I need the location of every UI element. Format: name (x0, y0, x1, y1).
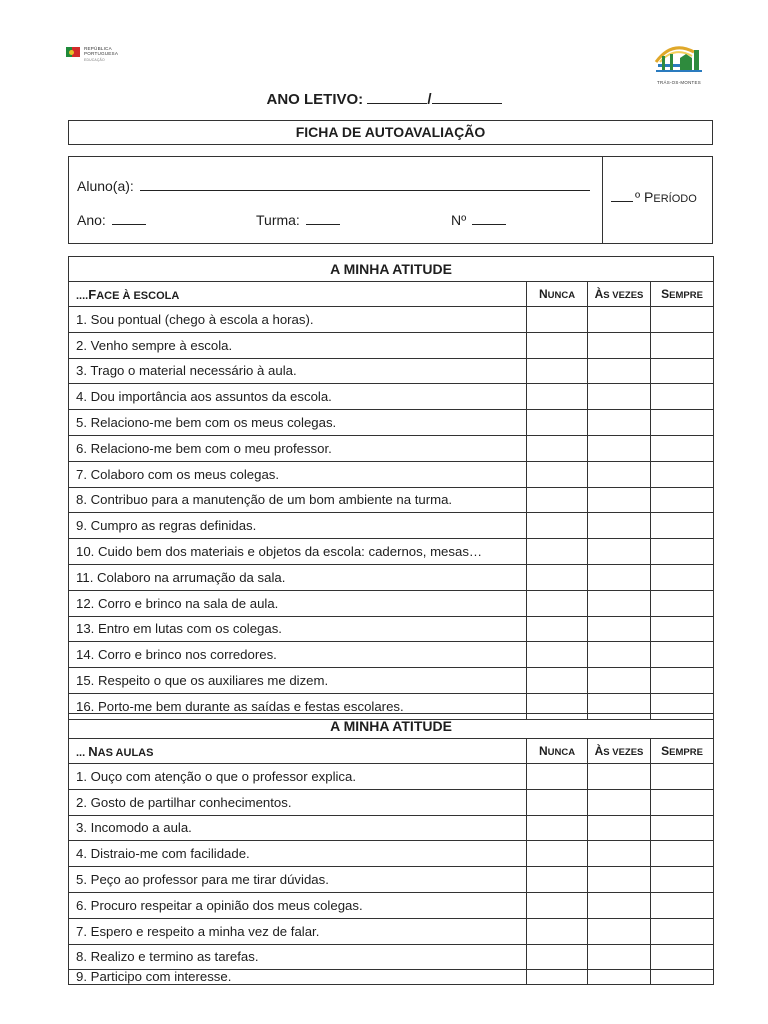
period-suffix: º (635, 189, 641, 205)
always-checkbox-cell[interactable] (651, 841, 714, 867)
table-row (69, 642, 714, 668)
student-name-field (77, 178, 590, 194)
statement-text: 4. Distraio-me com facilidade. (69, 841, 527, 867)
always-checkbox-cell[interactable] (651, 410, 714, 436)
student-name-label: Aluno(a): (77, 178, 134, 194)
always-checkbox-cell[interactable] (651, 358, 714, 384)
statement-text: 13. Entro em lutas com os colegas. (69, 616, 527, 642)
class-label: Turma: (256, 212, 300, 228)
statement-text: 9. Participo com interesse. (69, 970, 527, 985)
sometimes-checkbox-cell[interactable] (588, 435, 651, 461)
table-row (69, 564, 714, 590)
school-emblem-icon (650, 40, 708, 80)
table-row (69, 513, 714, 539)
period-field (611, 189, 697, 205)
class-blank[interactable] (306, 213, 340, 225)
sometimes-checkbox-cell[interactable] (588, 944, 651, 970)
always-checkbox-cell[interactable] (651, 564, 714, 590)
statement-text: 7. Colaboro com os meus colegas. (69, 461, 527, 487)
never-checkbox-cell[interactable] (527, 789, 588, 815)
column-always: SEMPRE (651, 282, 714, 307)
sometimes-checkbox-cell[interactable] (588, 841, 651, 867)
never-checkbox-cell[interactable] (527, 487, 588, 513)
form-title: FICHA DE AUTOAVALIAÇÃO (68, 120, 713, 145)
table-header-row (69, 739, 714, 764)
attitude-school-table (68, 256, 714, 720)
never-checkbox-cell[interactable] (527, 332, 588, 358)
never-checkbox-cell[interactable] (527, 668, 588, 694)
table-row (69, 918, 714, 944)
always-checkbox-cell[interactable] (651, 461, 714, 487)
sometimes-checkbox-cell[interactable] (588, 764, 651, 790)
number-blank[interactable] (472, 213, 506, 225)
statement-text: 5. Peço ao professor para me tirar dúvidas. (69, 867, 527, 893)
year-field (77, 212, 146, 228)
logo-text-line-2: PORTUGUESA (84, 51, 119, 56)
statement-text: 7. Espero e respeito a minha vez de falar. (69, 918, 527, 944)
logo-text-line-1: REPÚBLICA (84, 46, 112, 51)
never-checkbox-cell[interactable] (527, 616, 588, 642)
student-info-box (68, 156, 713, 244)
republica-portuguesa-logo (66, 44, 136, 64)
statement-text: 8. Contribuo para a manutenção de um bom ambiente na turma. (69, 487, 527, 513)
statement-text: 3. Incomodo a aula. (69, 815, 527, 841)
always-checkbox-cell[interactable] (651, 332, 714, 358)
sometimes-checkbox-cell[interactable] (588, 642, 651, 668)
column-never: NUNCA (527, 282, 588, 307)
always-checkbox-cell[interactable] (651, 668, 714, 694)
always-checkbox-cell[interactable] (651, 918, 714, 944)
column-always: SEMPRE (651, 739, 714, 764)
sometimes-checkbox-cell[interactable] (588, 668, 651, 694)
sometimes-checkbox-cell[interactable] (588, 867, 651, 893)
statement-text: 6. Relaciono-me bem com o meu professor. (69, 435, 527, 461)
table-row (69, 435, 714, 461)
sometimes-checkbox-cell[interactable] (588, 918, 651, 944)
student-name-blank[interactable] (140, 179, 590, 191)
never-checkbox-cell[interactable] (527, 944, 588, 970)
table-row (69, 487, 714, 513)
sometimes-checkbox-cell[interactable] (588, 616, 651, 642)
never-checkbox-cell[interactable] (527, 815, 588, 841)
always-checkbox-cell[interactable] (651, 944, 714, 970)
always-checkbox-cell[interactable] (651, 487, 714, 513)
statement-text: 15. Respeito o que os auxiliares me dizem. (69, 668, 527, 694)
school-logo-caption: TRÁS-OS-MONTES (657, 80, 701, 85)
table-row (69, 616, 714, 642)
table-title: A MINHA ATITUDE (69, 714, 714, 739)
logo-text-line-3: EDUCAÇÃO (84, 58, 105, 62)
statement-text: 1. Ouço com atenção o que o professor explica. (69, 764, 527, 790)
statement-text: 16. Porto-me bem durante as saídas e festas escolares. (69, 693, 527, 719)
school-year-start-blank[interactable] (367, 91, 427, 104)
always-checkbox-cell[interactable] (651, 970, 714, 985)
sometimes-checkbox-cell[interactable] (588, 384, 651, 410)
sometimes-checkbox-cell[interactable] (588, 358, 651, 384)
number-label: Nº (451, 212, 467, 228)
number-field (451, 212, 506, 228)
always-checkbox-cell[interactable] (651, 867, 714, 893)
table-row (69, 332, 714, 358)
period-word-first: P (644, 189, 654, 205)
column-sometimes: ÀS VEZES (588, 739, 651, 764)
statement-text: 1. Sou pontual (chego à escola a horas). (69, 307, 527, 333)
year-blank[interactable] (112, 213, 146, 225)
never-checkbox-cell[interactable] (527, 564, 588, 590)
sometimes-checkbox-cell[interactable] (588, 307, 651, 333)
statement-text: 5. Relaciono-me bem com os meus colegas. (69, 410, 527, 436)
table-title: A MINHA ATITUDE (69, 257, 714, 282)
school-logo (650, 40, 708, 88)
never-checkbox-cell[interactable] (527, 867, 588, 893)
always-checkbox-cell[interactable] (651, 892, 714, 918)
always-checkbox-cell[interactable] (651, 616, 714, 642)
sometimes-checkbox-cell[interactable] (588, 513, 651, 539)
statement-text: 10. Cuido bem dos materiais e objetos da escola: cadernos, mesas… (69, 539, 527, 565)
never-checkbox-cell[interactable] (527, 918, 588, 944)
table-row (69, 461, 714, 487)
sometimes-checkbox-cell[interactable] (588, 815, 651, 841)
never-checkbox-cell[interactable] (527, 384, 588, 410)
never-checkbox-cell[interactable] (527, 410, 588, 436)
info-divider (602, 157, 603, 243)
statement-text: 6. Procuro respeitar a opinião dos meus colegas. (69, 892, 527, 918)
table-row (69, 892, 714, 918)
sometimes-checkbox-cell[interactable] (588, 461, 651, 487)
always-checkbox-cell[interactable] (651, 789, 714, 815)
never-checkbox-cell[interactable] (527, 642, 588, 668)
sometimes-checkbox-cell[interactable] (588, 332, 651, 358)
sometimes-checkbox-cell[interactable] (588, 590, 651, 616)
sometimes-checkbox-cell[interactable] (588, 487, 651, 513)
table-row (69, 410, 714, 436)
never-checkbox-cell[interactable] (527, 764, 588, 790)
year-label: Ano: (77, 212, 106, 228)
statement-text: 4. Dou importância aos assuntos da escola. (69, 384, 527, 410)
table-row (69, 307, 714, 333)
column-never: NUNCA (527, 739, 588, 764)
sometimes-checkbox-cell[interactable] (588, 892, 651, 918)
sometimes-checkbox-cell[interactable] (588, 539, 651, 565)
table-row (69, 944, 714, 970)
class-field (256, 212, 340, 228)
always-checkbox-cell[interactable] (651, 590, 714, 616)
table-row (69, 539, 714, 565)
always-checkbox-cell[interactable] (651, 435, 714, 461)
school-year-end-blank[interactable] (432, 91, 502, 104)
table-row (69, 789, 714, 815)
never-checkbox-cell[interactable] (527, 539, 588, 565)
statement-text: 2. Venho sempre à escola. (69, 332, 527, 358)
always-checkbox-cell[interactable] (651, 764, 714, 790)
never-checkbox-cell[interactable] (527, 892, 588, 918)
statement-text: 11. Colaboro na arrumação da sala. (69, 564, 527, 590)
table-row (69, 764, 714, 790)
statement-text: 9. Cumpro as regras definidas. (69, 513, 527, 539)
sometimes-checkbox-cell[interactable] (588, 410, 651, 436)
period-blank[interactable] (611, 190, 633, 202)
never-checkbox-cell[interactable] (527, 358, 588, 384)
table-row (69, 867, 714, 893)
sometimes-checkbox-cell[interactable] (588, 789, 651, 815)
table-row (69, 358, 714, 384)
statement-text: 12. Corro e brinco na sala de aula. (69, 590, 527, 616)
statement-text: 3. Trago o material necessário à aula. (69, 358, 527, 384)
school-year-label: ANO LETIVO: (266, 91, 364, 108)
never-checkbox-cell[interactable] (527, 435, 588, 461)
statement-text: 14. Corro e brinco nos corredores. (69, 642, 527, 668)
table-body (69, 307, 714, 720)
section-label: ....FACE À ESCOLA (69, 282, 527, 307)
table-row (69, 668, 714, 694)
sometimes-checkbox-cell[interactable] (588, 970, 651, 985)
always-checkbox-cell[interactable] (651, 307, 714, 333)
table-body (69, 764, 714, 985)
statement-text: 8. Realizo e termino as tarefas. (69, 944, 527, 970)
never-checkbox-cell[interactable] (527, 841, 588, 867)
never-checkbox-cell[interactable] (527, 513, 588, 539)
never-checkbox-cell[interactable] (527, 970, 588, 985)
always-checkbox-cell[interactable] (651, 642, 714, 668)
always-checkbox-cell[interactable] (651, 539, 714, 565)
statement-text: 2. Gosto de partilhar conhecimentos. (69, 789, 527, 815)
table-row (69, 970, 714, 985)
sometimes-checkbox-cell[interactable] (588, 564, 651, 590)
never-checkbox-cell[interactable] (527, 461, 588, 487)
never-checkbox-cell[interactable] (527, 590, 588, 616)
always-checkbox-cell[interactable] (651, 815, 714, 841)
always-checkbox-cell[interactable] (651, 513, 714, 539)
table-row (69, 815, 714, 841)
table-row (69, 590, 714, 616)
table-row (69, 384, 714, 410)
table-row (69, 841, 714, 867)
section-label: ... NAS AULAS (69, 739, 527, 764)
always-checkbox-cell[interactable] (651, 384, 714, 410)
period-word-rest: ERÍODO (653, 193, 697, 205)
portugal-flag-icon (66, 47, 80, 57)
school-year-line (0, 91, 768, 108)
school-year-separator: / (427, 91, 432, 108)
never-checkbox-cell[interactable] (527, 307, 588, 333)
attitude-classes-table (68, 713, 714, 985)
table-header-row (69, 282, 714, 307)
column-sometimes: ÀS VEZES (588, 282, 651, 307)
